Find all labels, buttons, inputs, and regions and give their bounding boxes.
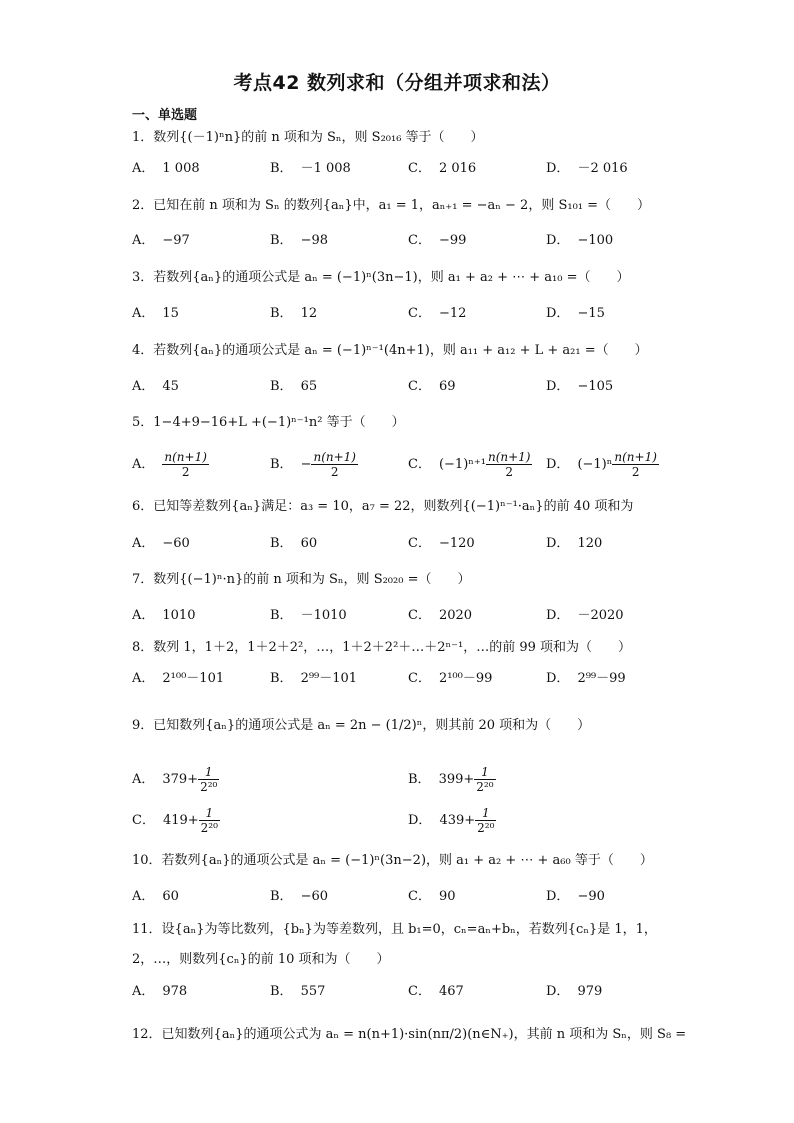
option-c[interactable]: C． 419+ $\frac{1}{\text{2²⁰}}$ [132,806,218,835]
option-b[interactable]: B． 399+ $\frac{1}{\text{2²⁰}}$ [408,765,494,794]
question-text: 已知数列{aₙ}的通项公式是 aₙ = 2n − (1/2)ⁿ，则其前 20 项和为（ ） [153,718,591,733]
options-row-3 [132,304,672,324]
question-text: 若数列{aₙ}的通项公式是 aₙ = (−1)ⁿ⁻¹(4n+1)，则 a₁₁ + a₁₂ + L + a₂₁ =（ ） [153,343,648,358]
question-number: 9． [132,718,154,733]
question-12 [132,1025,687,1045]
option-d[interactable]: D． 439+ $\frac{1}{\text{2²⁰}}$ [408,806,495,835]
question-number: 3． [132,270,154,285]
option-d[interactable]: D． (−1)ⁿ $\frac{n(n+1)}{2}$ [546,450,657,479]
option-a[interactable]: A． 379+ $\frac{1}{\text{2²⁰}}$ [132,765,218,794]
question-text: 已知数列{aₙ}的通项公式为 aₙ = n(n+1)·sin(nπ/2)(n∈N₊)，其前 n 项和为 Sₙ，则 S₈ = [161,1027,687,1042]
fraction: $\frac{n(n+1)}{2}$ [614,450,657,479]
option-a[interactable]: A． $\frac{n(n+1)}{2}$ [132,450,207,479]
option-c[interactable]: C． 90 [408,889,456,904]
options-row-10 [132,887,672,907]
option-b[interactable]: B． －1 008 [270,161,351,176]
question-text: 若数列{aₙ}的通项公式是 aₙ = (−1)ⁿ(3n−1)，则 a₁ + a₂ + ⋯ + a₁₀ =（ ） [153,270,630,285]
options-row-2 [132,231,672,251]
question-1 [132,128,672,148]
options-row-1 [132,159,672,179]
options-row-9a [132,765,672,799]
question-text: 若数列{aₙ}的通项公式是 aₙ = (−1)ⁿ(3n−2)，则 a₁ + a₂ + ⋯ + a₆₀ 等于（ ） [161,853,653,868]
question-11 [132,920,672,940]
option-b[interactable]: B． −98 [270,233,328,248]
section-heading: 一、单选题 [132,108,198,123]
option-c[interactable]: C． −120 [408,536,475,551]
option-a[interactable]: A． −97 [132,233,190,248]
question-number: 2． [132,198,154,213]
question-number: 1． [132,130,154,145]
question-8 [132,638,672,658]
page-title: 考点42 数列求和（分组并项求和法） [233,72,561,94]
question-number: 12． [132,1027,162,1042]
option-a[interactable]: A． 15 [132,306,179,321]
option-a[interactable]: A． −60 [132,536,190,551]
option-c[interactable]: C． 2 016 [408,161,477,176]
option-c[interactable]: C． 2¹⁰⁰－99 [408,671,493,686]
option-a[interactable]: A． 2¹⁰⁰－101 [132,671,225,686]
question-text: 2，…，则数列{cₙ}的前 10 项和为（ ） [132,952,390,967]
question-text: 已知在前 n 项和为 Sₙ 的数列{aₙ}中，a₁ = 1，aₙ₊₁ = −aₙ − 2，则 S₁₀₁ =（ ） [153,198,651,213]
options-row-4 [132,377,672,397]
option-a[interactable]: A． 45 [132,379,179,394]
options-row-5 [132,450,672,484]
option-c[interactable]: C． −12 [408,306,467,321]
option-c[interactable]: C． −99 [408,233,467,248]
fraction: $\frac{1}{\text{2²⁰}}$ [476,765,494,794]
question-number: 6． [132,499,154,514]
question-text: 设{aₙ}为等比数列，{bₙ}为等差数列，且 b₁=0，cₙ=aₙ+bₙ，若数列{cₙ}是 1，1， [161,922,657,937]
option-d[interactable]: D． 120 [546,536,603,551]
question-5 [132,413,672,433]
question-text: 已知等差数列{aₙ}满足：a₃ = 10，a₇ = 22，则数列{(−1)ⁿ⁻¹·aₙ}的前 40 项和为 [153,499,634,514]
question-3 [132,268,672,288]
option-b[interactable]: B． 60 [270,536,318,551]
fraction: $\frac{1}{\text{2²⁰}}$ [200,806,218,835]
question-number: 5． [132,415,154,430]
question-4 [132,341,672,361]
option-d[interactable]: D． −15 [546,306,605,321]
option-b[interactable]: B． 557 [270,984,326,999]
option-d[interactable]: D． −90 [546,889,605,904]
option-d[interactable]: D． －2020 [546,608,624,623]
option-c[interactable]: C． 69 [408,379,456,394]
question-6 [132,497,672,517]
option-b[interactable]: B． 2⁹⁹－101 [270,671,358,686]
question-9 [132,716,672,736]
question-text: 数列{(－1)ⁿn}的前 n 项和为 Sₙ，则 S₂₀₁₆ 等于（ ） [153,130,484,145]
fraction: $\frac{1}{\text{2²⁰}}$ [477,806,495,835]
option-b[interactable]: B． 12 [270,306,318,321]
options-row-6 [132,534,672,554]
question-11-continued [132,950,672,970]
question-2 [132,196,672,216]
option-d[interactable]: D． 979 [546,984,603,999]
option-a[interactable]: A． 1010 [132,608,196,623]
question-number: 10． [132,853,162,868]
question-number: 4． [132,343,154,358]
option-d[interactable]: D． −105 [546,379,614,394]
fraction: $\frac{n(n+1)}{2}$ [313,450,356,479]
option-d[interactable]: D． 2⁹⁹－99 [546,671,626,686]
option-b[interactable]: B． 65 [270,379,318,394]
option-b[interactable]: B． − $\frac{n(n+1)}{2}$ [270,450,356,479]
fraction: $\frac{n(n+1)}{2}$ [487,450,531,479]
option-b[interactable]: B． −60 [270,889,328,904]
option-c[interactable]: C． (−1)ⁿ⁺¹ $\frac{n(n+1)}{2}$ [408,450,531,479]
question-10 [132,851,672,871]
option-d[interactable]: D． −100 [546,233,614,248]
option-a[interactable]: A． 1 008 [132,161,200,176]
option-a[interactable]: A． 978 [132,984,188,999]
options-row-11 [132,982,672,1002]
question-number: 7． [132,572,154,587]
option-b[interactable]: B． －1010 [270,608,347,623]
options-row-9b [132,806,672,840]
fraction: $\frac{n(n+1)}{2}$ [164,450,207,479]
question-text: 1−4+9−16+L +(−1)ⁿ⁻¹n² 等于（ ） [153,415,405,430]
question-text: 数列{(−1)ⁿ·n}的前 n 项和为 Sₙ，则 S₂₀₂₀ =（ ） [153,572,471,587]
option-c[interactable]: C． 467 [408,984,464,999]
question-number: 11． [132,922,162,937]
fraction: $\frac{1}{\text{2²⁰}}$ [200,765,218,794]
option-d[interactable]: D． －2 016 [546,161,628,176]
option-a[interactable]: A． 60 [132,889,179,904]
question-number: 8． [132,640,154,655]
question-7 [132,570,672,590]
options-row-7 [132,606,672,626]
question-text: 数列 1，1＋2，1＋2＋2²，…，1＋2＋2²＋…＋2ⁿ⁻¹，…的前 99 项和为（ ） [153,640,632,655]
option-c[interactable]: C． 2020 [408,608,473,623]
options-row-8 [132,669,672,689]
